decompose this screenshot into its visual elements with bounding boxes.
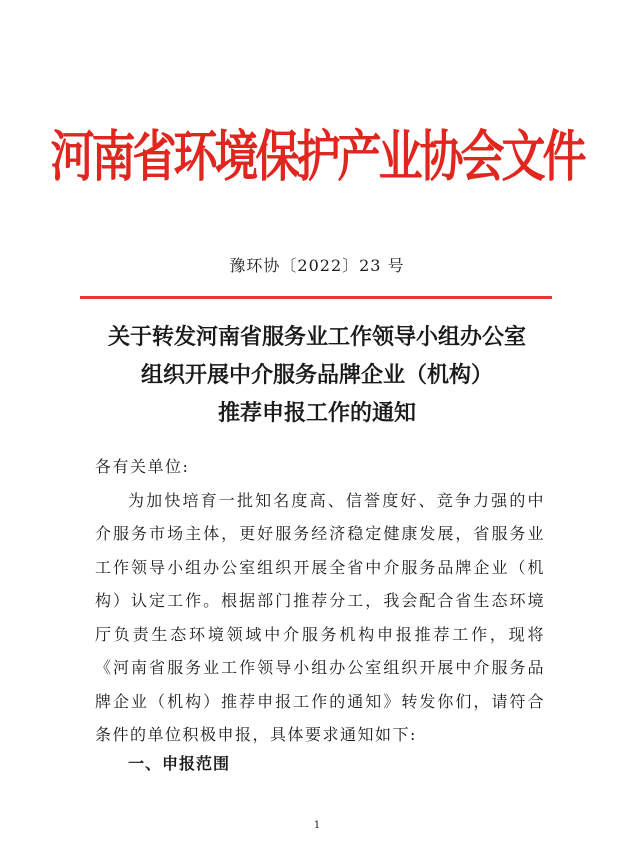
notice-title [60, 318, 574, 432]
document-number: 豫环协〔2022〕23 号 [229, 256, 405, 275]
org-header-title: 河南省环境保护产业协会文件 [50, 125, 584, 190]
red-divider-line [80, 296, 552, 299]
notice-body [95, 450, 545, 752]
notice-title-line: 关于转发河南省服务业工作领导小组办公室 [107, 324, 526, 350]
notice-title-line: 组织开展中介服务品牌企业（机构） [140, 362, 493, 388]
body-paragraph: 为加快培育一批知名度高、信誉度好、竞争力强的中介服务市场主体，更好服务经济稳定健康发展，省服务业工作领导小组办公室组织开展全省中介服务品牌企业（机构）认定工作。根据部门推荐分工，我会配合省生态环境厅负责生态环境领域中介服务机构申报推荐工作，现将《河南省服务业工作领导小组办公室组织开展中介服务品牌企业（机构）推荐申报工作的通知》转发你们，请符合条件的单位积极申报，具体要求通知如下: [95, 490, 545, 744]
page-number: 1 [313, 820, 321, 831]
section-heading: 一、申报范围 [128, 754, 231, 773]
salutation: 各有关单位: [95, 457, 190, 476]
notice-title-line: 推荐申报工作的通知 [217, 400, 416, 426]
